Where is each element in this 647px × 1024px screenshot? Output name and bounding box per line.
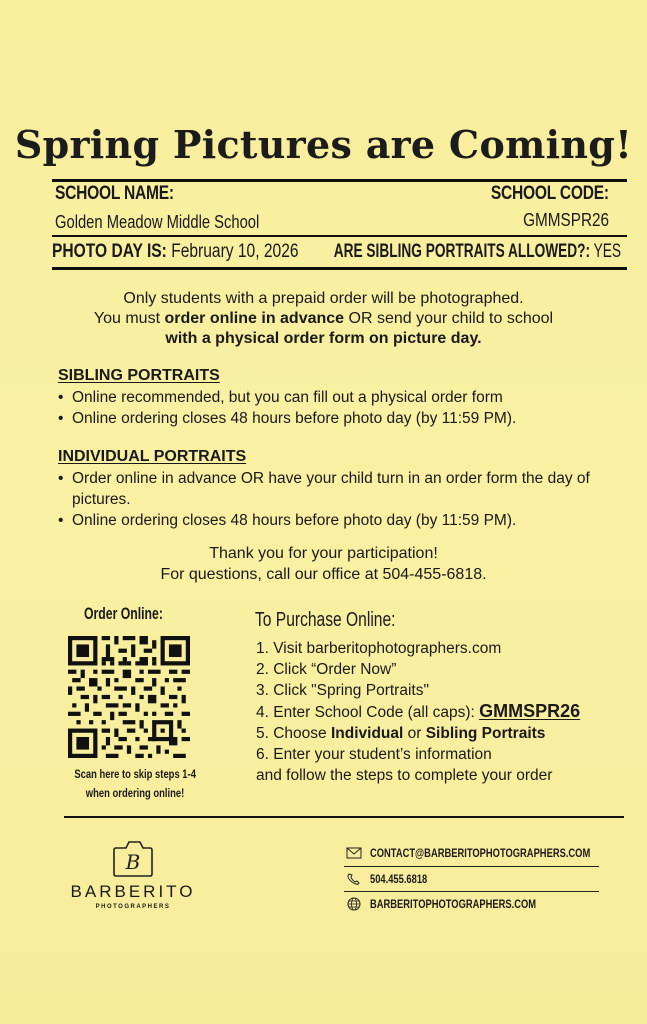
- siblings-allowed: [222, 241, 621, 263]
- step-5-sibling: Sibling Portraits: [425, 725, 546, 742]
- purchase-heading: [255, 609, 435, 632]
- step-6a: 6. Enter your student’s information: [256, 746, 492, 763]
- step-4-text: 4. Enter School Code (all caps):: [256, 704, 480, 721]
- thanks-line-1: Thank you for your participation!: [209, 545, 438, 562]
- qr-caption-1-text: Scan here to skip steps 1-4: [74, 769, 196, 781]
- globe-icon: [346, 897, 362, 911]
- school-code-value: [508, 210, 609, 231]
- page-title: Spring Pictures are Coming!: [14, 122, 633, 167]
- step-5-individual: Individual: [330, 725, 404, 742]
- brand-name: BARBERITO: [70, 882, 196, 901]
- step-4-code: GMMSPR26: [479, 701, 581, 721]
- contact-phone[interactable]: [346, 872, 443, 886]
- phone-icon: [346, 872, 362, 886]
- step-1: 1. Visit barberitophotographers.com: [256, 640, 502, 657]
- contact-email[interactable]: [346, 846, 647, 860]
- school-code-label: [465, 183, 609, 205]
- school-name-label-text: SCHOOL NAME:: [55, 183, 174, 204]
- order-online-label-text: Order Online:: [84, 604, 163, 623]
- photo-day-value: February 10, 2026: [171, 241, 299, 262]
- title-rule: [52, 179, 627, 182]
- step-5-mid: or: [403, 725, 426, 742]
- brand-subtitle: PHOTOGRAPHERS: [95, 904, 171, 910]
- school-name-value: [55, 212, 304, 233]
- purchase-heading-text: To Purchase Online:: [255, 609, 396, 631]
- list-item: • Online ordering closes 48 hours before photo day (by 11:59 PM).: [58, 408, 628, 429]
- intro-line-2: [0, 309, 647, 329]
- qr-code-icon[interactable]: [68, 636, 190, 758]
- school-code-label-text: SCHOOL CODE:: [491, 183, 609, 204]
- intro-line-2-post: OR send your child to school: [344, 310, 554, 327]
- step-5: [256, 723, 580, 744]
- qr-caption-2-text: when ordering online!: [85, 788, 185, 800]
- qr-caption-2: [50, 786, 220, 803]
- school-name-value-text: Golden Meadow Middle School: [55, 212, 260, 232]
- intro-line-2-pre: You must: [93, 310, 165, 327]
- photo-day-rule: [52, 267, 627, 270]
- step-5-pre: 5. Choose: [256, 725, 331, 742]
- list-item: • Order online in advance OR have your child turn in an order form the day of pictures.: [58, 468, 628, 510]
- envelope-icon: [346, 846, 362, 860]
- siblings-allowed-label: ARE SIBLING PORTRAITS ALLOWED?:: [333, 241, 591, 262]
- order-online-label: [84, 604, 194, 624]
- intro-line-1: Only students with a prepaid order will be photographed.: [123, 290, 524, 307]
- svg-text:B: B: [125, 850, 141, 874]
- step-2: 2. Click “Order Now”: [256, 661, 397, 678]
- school-name-label: [55, 183, 200, 205]
- qr-caption-1: [50, 767, 220, 784]
- step-4: [256, 701, 580, 723]
- school-rule: [52, 235, 627, 237]
- siblings-allowed-value: YES: [593, 241, 621, 262]
- purchase-steps: [256, 638, 580, 786]
- step-3: 3. Click "Spring Portraits": [256, 682, 429, 699]
- individual-list: [58, 468, 628, 531]
- school-code-value-text: GMMSPR26: [523, 210, 609, 230]
- thanks-line-2: For questions, call our office at 504-455-6818.: [160, 566, 487, 583]
- contact-phone-text: 504.455.6818: [370, 872, 428, 886]
- camera-logo-icon: [110, 838, 156, 882]
- individual-heading: INDIVIDUAL PORTRAITS: [58, 448, 247, 465]
- contact-web-text: BARBERITOPHOTOGRAPHERS.COM: [370, 897, 537, 911]
- sibling-heading: SIBLING PORTRAITS: [58, 367, 220, 384]
- photo-day-label: PHOTO DAY IS:: [52, 241, 167, 262]
- list-item: • Online recommended, but you can fill out a physical order form: [58, 387, 628, 408]
- intro-line-3: with a physical order form on picture day.: [165, 330, 482, 347]
- intro-line-2-bold: order online in advance: [164, 310, 345, 327]
- contact-email-text: CONTACT@BARBERITOPHOTOGRAPHERS.COM: [370, 846, 591, 860]
- contact-rule-1: [344, 866, 599, 867]
- footer-rule: [64, 816, 624, 818]
- contact-web[interactable]: [346, 897, 583, 911]
- contact-rule-2: [344, 891, 599, 892]
- step-6b: and follow the steps to complete your order: [256, 767, 553, 784]
- sibling-list: [58, 387, 628, 429]
- list-item: • Online ordering closes 48 hours before photo day (by 11:59 PM).: [58, 510, 628, 531]
